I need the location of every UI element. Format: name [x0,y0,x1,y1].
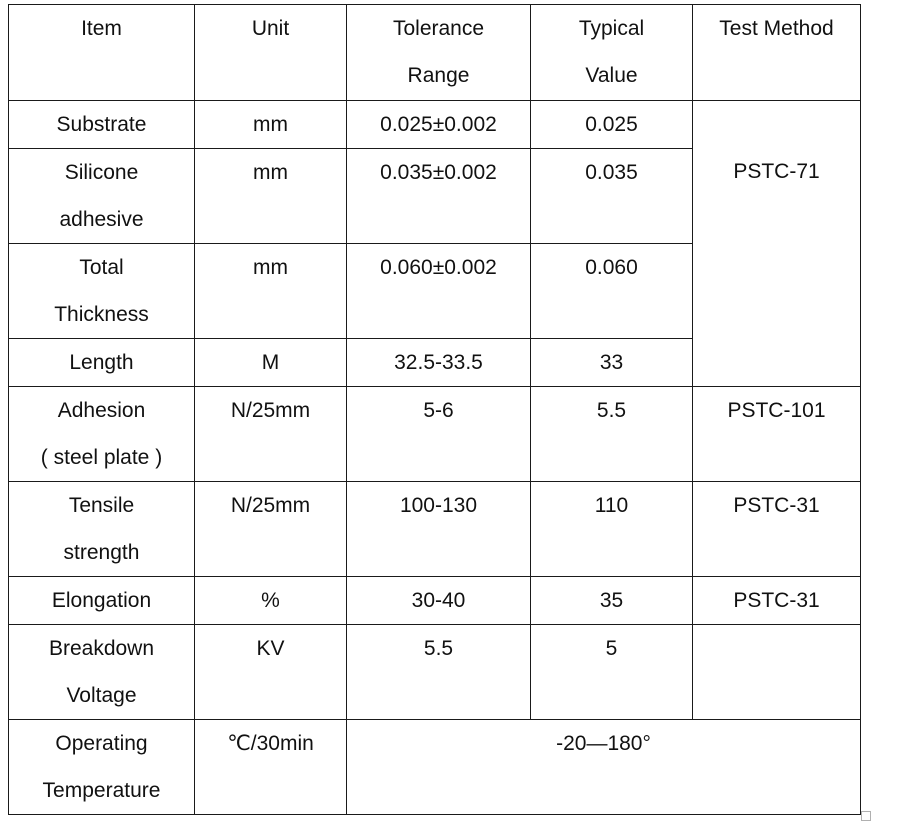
cell-temperature-range: -20—180° [347,720,861,815]
cell-item: Tensile strength [9,482,195,577]
cell-unit: N/25mm [195,387,347,482]
cell-test-method: PSTC-31 [693,577,861,625]
cell-item: Total Thickness [9,244,195,339]
table-row [9,387,861,482]
cell-item: Elongation [9,577,195,625]
cell-tolerance: 0.035±0.002 [347,149,531,244]
table-row [9,577,861,625]
cell-typical: 5.5 [531,387,693,482]
cell-test-method: PSTC-31 [693,482,861,577]
cell-test-method: PSTC-101 [693,387,861,482]
cell-unit: N/25mm [195,482,347,577]
cell-item: Breakdown Voltage [9,625,195,720]
cell-unit: ℃/30min [195,720,347,815]
cell-tolerance: 32.5-33.5 [347,339,531,387]
header-tolerance-range: Tolerance Range [347,5,531,101]
cell-unit: KV [195,625,347,720]
header-unit: Unit [195,5,347,101]
cell-item: Substrate [9,101,195,149]
cell-tolerance: 0.060±0.002 [347,244,531,339]
cell-typical: 35 [531,577,693,625]
header-test-method: Test Method [693,5,861,101]
cell-item: Adhesion ( steel plate ) [9,387,195,482]
cell-unit: M [195,339,347,387]
cell-tolerance: 30-40 [347,577,531,625]
header-row [9,5,861,101]
cell-typical: 0.035 [531,149,693,244]
cell-tolerance: 5-6 [347,387,531,482]
table-row [9,101,861,149]
cell-unit: mm [195,101,347,149]
cell-typical: 5 [531,625,693,720]
cell-unit: mm [195,244,347,339]
cell-tolerance: 0.025±0.002 [347,101,531,149]
cell-test-method [693,625,861,720]
cell-tolerance: 5.5 [347,625,531,720]
cell-item: Operating Temperature [9,720,195,815]
cell-unit: % [195,577,347,625]
cell-test-method-merged: PSTC-71 [693,101,861,387]
cell-typical: 0.025 [531,101,693,149]
header-item: Item [9,5,195,101]
cell-typical: 110 [531,482,693,577]
cell-tolerance: 100-130 [347,482,531,577]
cell-item: Silicone adhesive [9,149,195,244]
cell-item: Length [9,339,195,387]
table-row [9,720,861,815]
cell-typical: 0.060 [531,244,693,339]
cell-unit: mm [195,149,347,244]
table-row [9,482,861,577]
header-typical-value: Typical Value [531,5,693,101]
cell-typical: 33 [531,339,693,387]
table-row [9,625,861,720]
spec-table [8,4,861,815]
